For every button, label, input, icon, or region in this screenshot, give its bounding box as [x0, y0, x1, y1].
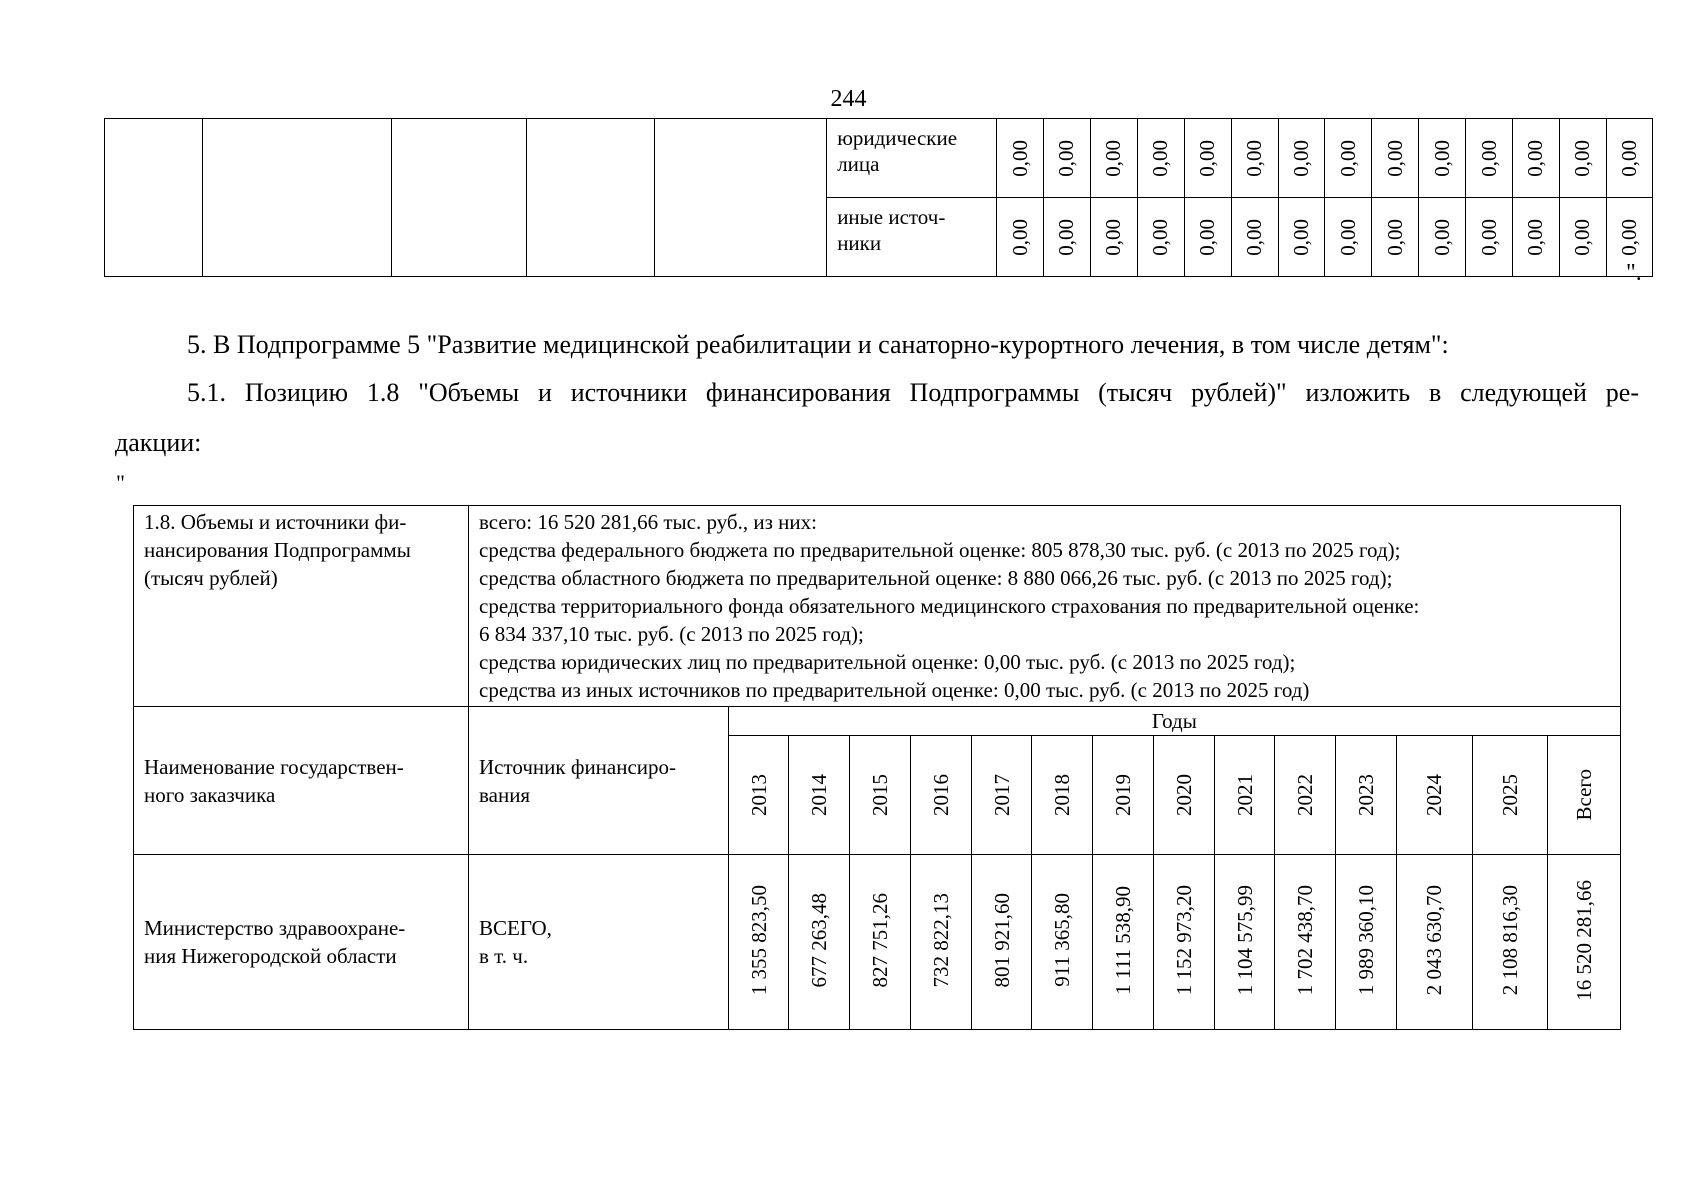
paragraph-word: ре-: [1605, 378, 1639, 407]
year-header-cell: [1472, 736, 1548, 855]
value-text: 0,00: [1523, 218, 1548, 256]
value-cell: [1559, 198, 1606, 277]
source-label-cell: [827, 198, 997, 277]
paragraph-word: "Объемы: [418, 378, 520, 407]
paragraph-word: источники: [570, 378, 688, 407]
value-text: 0,00: [1195, 218, 1220, 256]
value-cell: [728, 855, 789, 1030]
value-cell: [1153, 855, 1214, 1030]
paragraph-word: Позицию: [244, 378, 349, 407]
value-cell: [1513, 119, 1560, 198]
value-cell: [1032, 855, 1093, 1030]
paragraph-word: изложить: [1305, 378, 1411, 407]
value-cell: [1278, 198, 1325, 277]
funding-description-cell: [469, 506, 1621, 707]
year-header-cell: [728, 736, 789, 855]
value-text: 0,00: [1007, 218, 1032, 256]
position-label-line: (тысяч рублей): [144, 566, 278, 590]
value-cell: [1184, 119, 1231, 198]
value-cell: [1093, 855, 1154, 1030]
value-text: 677 263,48: [807, 892, 832, 988]
source-label-line: юридические: [837, 126, 958, 150]
value-cell: [1559, 119, 1606, 198]
value-text: 0,00: [1335, 139, 1360, 177]
value-cell: [1466, 119, 1513, 198]
value-cell: [1137, 198, 1184, 277]
value-text: 2 043 630,70: [1422, 884, 1447, 996]
value-text: 1 152 973,20: [1171, 884, 1196, 996]
source-header-line: вания: [479, 782, 531, 807]
funding-line: средства областного бюджета по предварительной оценке: 8 880 066,26 тыс. руб. (с 2013 по 2025 год);: [479, 566, 1393, 590]
source-line: в т. ч.: [479, 944, 529, 968]
value-text: 0,00: [1429, 139, 1454, 177]
value-cell: [1231, 119, 1278, 198]
year-header-cell: [1336, 736, 1397, 855]
year-header-cell: [1214, 736, 1275, 855]
year-header-cell: [789, 736, 850, 855]
funding-line: средства из иных источников по предварительной оценке: 0,00 тыс. руб. (с 2013 по 2025 год): [479, 678, 1310, 702]
value-text: 0,00: [1476, 139, 1501, 177]
value-text: 0,00: [1195, 139, 1220, 177]
year-header: 2024: [1422, 774, 1447, 816]
value-cell: [997, 198, 1044, 277]
value-text: 827 751,26: [868, 892, 893, 988]
customer-header-line: Наименование государствен-: [144, 754, 404, 779]
funding-line: средства юридических лиц по предварительной оценке: 0,00 тыс. руб. (с 2013 по 2025 год);: [479, 650, 1296, 674]
year-header-cell: [1396, 736, 1472, 855]
source-label-line: лица: [837, 152, 880, 176]
year-header-cell: [910, 736, 971, 855]
value-text: 0,00: [1054, 139, 1079, 177]
value-cell: [910, 855, 971, 1030]
position-label-line: 1.8. Объемы и источники фи-: [144, 510, 407, 534]
customer-line: ния Нижегородской области: [144, 944, 397, 968]
customer-header-cell: [134, 707, 469, 855]
funding-table: [133, 505, 1621, 1030]
year-header: Всего: [1572, 769, 1597, 821]
value-cell: [1043, 119, 1090, 198]
paragraph-continuation: дакции:: [115, 428, 202, 457]
year-header-cell: [1032, 736, 1093, 855]
source-label-line: ники: [837, 231, 882, 255]
value-cell: [997, 119, 1044, 198]
value-text: 0,00: [1335, 218, 1360, 256]
year-header: 2016: [928, 774, 953, 816]
value-cell: [1325, 119, 1372, 198]
value-text: 2 108 816,30: [1497, 884, 1522, 996]
value-cell: [1606, 119, 1652, 198]
value-cell: [1325, 198, 1372, 277]
value-text: 0,00: [1476, 218, 1501, 256]
value-text: 1 989 360,10: [1354, 884, 1379, 996]
value-text: 0,00: [1616, 139, 1641, 177]
source-label-line: иные источ-: [837, 205, 946, 229]
value-cell: [1043, 198, 1090, 277]
top-continuation-table: [104, 118, 1653, 277]
table-row: [134, 506, 1621, 707]
value-cell: [1090, 119, 1137, 198]
value-text: 0,00: [1288, 218, 1313, 256]
source-line: ВСЕГО,: [479, 916, 552, 940]
funding-line: средства территориального фонда обязательного медицинского страхования по предварительной оценке:: [479, 594, 1420, 618]
value-text: 0,00: [1242, 139, 1267, 177]
paragraph-word: финансирования: [705, 378, 891, 407]
year-header-cell: [1275, 736, 1336, 855]
paragraph-word: 5.1.: [187, 378, 226, 407]
value-cell: [789, 855, 850, 1030]
value-text: 0,00: [1382, 139, 1407, 177]
value-cell: [1336, 855, 1397, 1030]
year-header: 2019: [1111, 774, 1136, 816]
value-cell: [1214, 855, 1275, 1030]
value-cell: [1278, 119, 1325, 198]
value-text: 1 355 823,50: [746, 884, 771, 996]
value-text: 0,00: [1429, 218, 1454, 256]
paragraph-word: 1.8: [366, 378, 400, 407]
value-text: 801 921,60: [989, 892, 1014, 988]
value-cell: [1090, 198, 1137, 277]
value-text: 0,00: [1007, 139, 1032, 177]
paragraph-word: рублей)": [1191, 378, 1287, 407]
source-header-cell: [469, 707, 729, 855]
value-text: 0,00: [1382, 218, 1407, 256]
value-text: 16 520 281,66: [1572, 879, 1597, 1001]
empty-cell: [391, 119, 526, 277]
year-header: 2018: [1050, 774, 1075, 816]
paragraph-word: в: [1428, 378, 1442, 407]
source-header-line: Источник финансиро-: [479, 754, 677, 779]
value-text: 0,00: [1148, 218, 1173, 256]
year-header: 2022: [1293, 774, 1318, 816]
paragraph-word: следующей: [1460, 378, 1587, 407]
funding-line: всего: 16 520 281,66 тыс. руб., из них:: [479, 510, 817, 534]
paragraph-subprogram-5: 5. В Подпрограмме 5 "Развитие медицинской реабилитации и санаторно-курортного лечения, в том числе детям":: [187, 330, 1449, 359]
value-cell: [1231, 198, 1278, 277]
value-text: 0,00: [1570, 139, 1595, 177]
value-text: 1 111 538,90: [1111, 885, 1136, 995]
empty-cell: [654, 119, 826, 277]
value-cell: [1137, 119, 1184, 198]
value-text: 911 365,80: [1050, 893, 1075, 987]
year-header: 2015: [868, 774, 893, 816]
value-cell: [1396, 855, 1472, 1030]
year-header: 2023: [1354, 774, 1379, 816]
opening-quote: ": [116, 470, 125, 495]
empty-cell: [527, 119, 655, 277]
value-text: 0,00: [1570, 218, 1595, 256]
year-header-cell: [850, 736, 911, 855]
value-text: 0,00: [1101, 218, 1126, 256]
year-header: 2017: [989, 774, 1014, 816]
value-text: 0,00: [1288, 139, 1313, 177]
value-cell: [1184, 198, 1231, 277]
value-cell: [1372, 198, 1419, 277]
paragraph-item-5-1: [187, 378, 1639, 408]
value-text: 1 104 575,99: [1232, 884, 1257, 996]
paragraph-word: Подпрограммы: [909, 378, 1080, 407]
years-header: Годы: [728, 707, 1620, 736]
value-text: 0,00: [1054, 218, 1079, 256]
paragraph-word: и: [537, 378, 552, 407]
customer-header-line: ного заказчика: [144, 782, 276, 807]
customer-cell: [134, 855, 469, 1030]
value-cell: [1275, 855, 1336, 1030]
page-number: 244: [830, 86, 867, 112]
funding-line: 6 834 337,10 тыс. руб. (с 2013 по 2025 год);: [479, 622, 864, 646]
funding-line: средства федерального бюджета по предварительной оценке: 805 878,30 тыс. руб. (с 2013 по 2025 год);: [479, 538, 1401, 562]
value-text: 1 702 438,70: [1293, 884, 1318, 996]
position-label-line: нансирования Подпрограммы: [144, 538, 411, 562]
year-header-cell: [1153, 736, 1214, 855]
table-row: [134, 855, 1621, 1030]
value-cell: [1472, 855, 1548, 1030]
value-text: 0,00: [1523, 139, 1548, 177]
value-text: 0,00: [1616, 218, 1641, 256]
paragraph-word: (тысяч: [1098, 378, 1173, 407]
table-row: [105, 119, 1653, 198]
source-cell: [469, 855, 729, 1030]
value-text: 0,00: [1148, 139, 1173, 177]
empty-cell: [202, 119, 391, 277]
table-row: [134, 707, 1621, 736]
value-cell: [850, 855, 911, 1030]
value-text: 0,00: [1101, 139, 1126, 177]
customer-line: Министерство здравоохране-: [144, 916, 406, 940]
year-header: 2013: [746, 774, 771, 816]
empty-cell: [105, 119, 203, 277]
year-header: 2014: [807, 774, 832, 816]
year-header: 2020: [1171, 774, 1196, 816]
value-text: 0,00: [1242, 218, 1267, 256]
value-cell: [1513, 198, 1560, 277]
year-header-cell: [971, 736, 1032, 855]
year-header: 2021: [1232, 774, 1257, 816]
value-cell: [1372, 119, 1419, 198]
year-header: 2025: [1497, 774, 1522, 816]
value-cell: [971, 855, 1032, 1030]
value-cell: [1419, 119, 1466, 198]
year-header-cell: [1093, 736, 1154, 855]
source-label-cell: [827, 119, 997, 198]
value-cell: [1419, 198, 1466, 277]
value-text: 732 822,13: [928, 892, 953, 988]
value-cell: [1548, 855, 1621, 1030]
value-cell: [1466, 198, 1513, 277]
year-header-cell: [1548, 736, 1621, 855]
position-label-cell: [134, 506, 469, 707]
closing-quote: ".: [1626, 260, 1642, 286]
